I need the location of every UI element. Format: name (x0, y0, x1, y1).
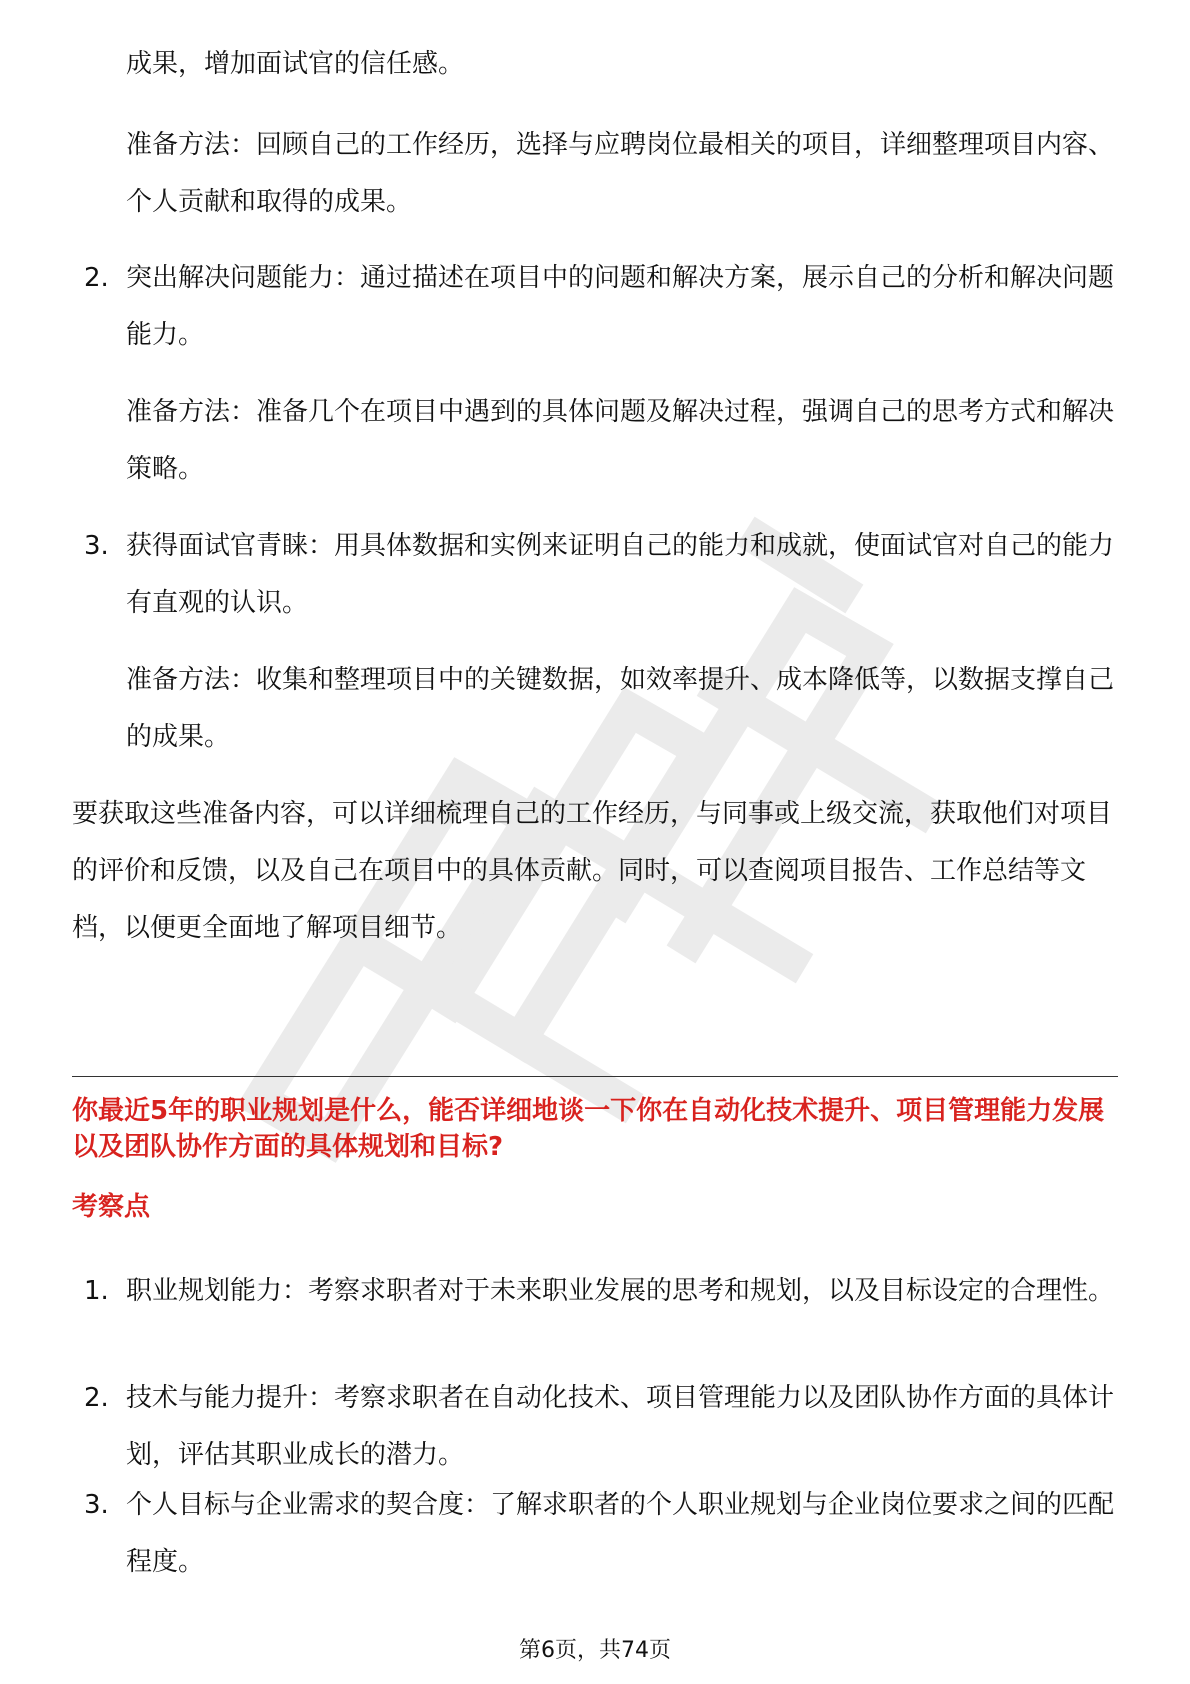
list-item-impress-interviewer: 获得面试官青睐：用具体数据和实例来证明自己的能力和成就，使面试官对自己的能力有直观的认识。 (126, 531, 1115, 618)
point-number-3: 3. (84, 1490, 109, 1520)
list-number-2: 2. (84, 263, 109, 293)
assessment-point-skill-growth: 技术与能力提升：考察求职者在自动化技术、项目管理能力以及团队协作方面的具体计划，评估其职业成长的潜力。 (126, 1383, 1115, 1470)
preparation-method-1: 准备方法：回顾自己的工作经历，选择与应聘岗位最相关的项目，详细整理项目内容、个人贡献和取得的成果。 (126, 130, 1115, 217)
point-number-2: 2. (84, 1383, 109, 1413)
point-number-1: 1. (84, 1276, 109, 1306)
summary-paragraph: 要获取这些准备内容，可以详细梳理自己的工作经历，与同事或上级交流，获取他们对项目的评价和反馈，以及自己在项目中的具体贡献。同时，可以查阅项目报告、工作总结等文档，以便更全面地了解项目细节。 (72, 799, 1113, 943)
preparation-method-3: 准备方法：收集和整理项目中的关键数据，如效率提升、成本降低等，以数据支撑自己的成果。 (126, 665, 1115, 752)
list-item-problem-solving: 突出解决问题能力：通过描述在项目中的问题和解决方案，展示自己的分析和解决问题能力。 (126, 263, 1115, 350)
interview-question: 你最近5年的职业规划是什么，能否详细地谈一下你在自动化技术提升、项目管理能力发展以及团队协作方面的具体规划和目标? (72, 1096, 1105, 1162)
paragraph-continuation: 成果，增加面试官的信任感。 (126, 49, 465, 79)
assessment-point-career-planning: 职业规划能力：考察求职者对于未来职业发展的思考和规划，以及目标设定的合理性。 (126, 1276, 1115, 1306)
assessment-point-company-fit: 个人目标与企业需求的契合度：了解求职者的个人职业规划与企业岗位要求之间的匹配程度。 (126, 1490, 1115, 1577)
preparation-method-2: 准备方法：准备几个在项目中遇到的具体问题及解决过程，强调自己的思考方式和解决策略。 (126, 397, 1115, 484)
section-heading-assessment-points: 考察点 (72, 1192, 151, 1222)
section-divider (72, 1076, 1118, 1077)
page-number-footer: 第6页，共74页 (519, 1638, 671, 1663)
list-number-3: 3. (84, 531, 109, 561)
